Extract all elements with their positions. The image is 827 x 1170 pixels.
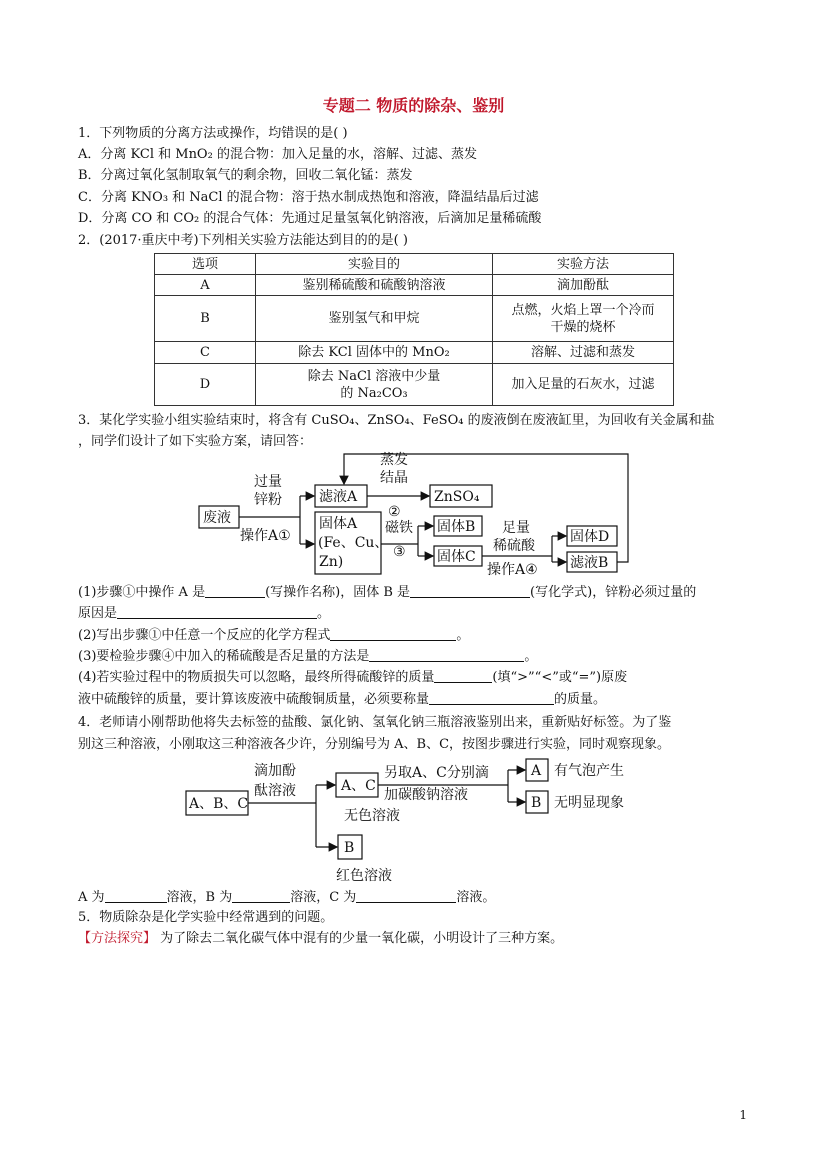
svg-text:ZnSO₄: ZnSO₄ (434, 489, 480, 505)
svg-text:(Fe、Cu、: (Fe、Cu、 (318, 535, 389, 551)
svg-text:磁铁: 磁铁 (385, 520, 413, 536)
svg-text:固体D: 固体D (570, 529, 610, 545)
svg-text:过量: 过量 (254, 474, 282, 490)
svg-text:A: A (531, 763, 542, 779)
table-cell: 鉴别稀硫酸和硫酸钠溶液 (256, 275, 493, 296)
table-cell: 除去 NaCl 溶液中少量 的 Na₂CO₃ (256, 364, 493, 406)
table-cell: 滴加酚酞 (493, 275, 674, 296)
svg-text:红色溶液: 红色溶液 (336, 868, 392, 884)
q3-sub4-line1: (4)若实验过程中的物质损失可以忽略，最终所得硫酸锌的质量 (填“>”“<”或“=”)原废 (78, 670, 628, 685)
table-row (155, 364, 674, 406)
svg-text:②: ② (388, 504, 401, 520)
q3-stem-1: 3．某化学实验小组实验结束时，将含有 CuSO₄、ZnSO₄、FeSO₄ 的废液倒在废液缸里，为回收有关金属和盐 (78, 413, 715, 428)
table-header: 实验目的 (256, 254, 493, 275)
page-number: 1 (739, 1108, 747, 1122)
method-tag: 【方法探究】 (78, 931, 157, 946)
q4-stem-2: 别这三种溶液，小刚取这三种溶液各少许，分别编号为 A、B、C，按图步骤进行实验，同时观察现象。 (78, 737, 671, 752)
svg-text:A、B、C: A、B、C (189, 796, 249, 812)
table-cell: A (155, 275, 256, 296)
q3-sub2: (2)写出步骤①中任意一个反应的化学方程式 。 (78, 628, 470, 643)
svg-text:操作A④: 操作A④ (487, 562, 538, 578)
q5-stem: 5．物质除杂是化学实验中经常遇到的问题。 (78, 910, 334, 925)
svg-text:蒸发: 蒸发 (380, 452, 408, 468)
table-cell: D (155, 364, 256, 406)
table-cell: B (155, 296, 256, 342)
answer-blank[interactable] (434, 668, 492, 683)
q4-flow-diagram (180, 755, 660, 885)
svg-text:无色溶液: 无色溶液 (344, 808, 400, 824)
q2-table (154, 253, 674, 406)
svg-text:滤液A: 滤液A (319, 489, 358, 505)
q1-stem: 1．下列物质的分离方法或操作，均错误的是( ) (78, 126, 348, 141)
svg-text:另取A、C分别滴: 另取A、C分别滴 (384, 765, 489, 781)
svg-text:稀硫酸: 稀硫酸 (493, 538, 535, 554)
answer-blank[interactable] (105, 888, 167, 903)
table-cell: 除去 KCl 固体中的 MnO₂ (256, 342, 493, 364)
table-cell: 鉴别氢气和甲烷 (256, 296, 493, 342)
q3-flow-diagram (190, 450, 640, 580)
svg-text:锌粉: 锌粉 (254, 492, 282, 508)
q3-stem-2: ，同学们设计了如下实验方案，请回答： (78, 434, 313, 449)
svg-text:滤液B: 滤液B (570, 555, 609, 571)
table-header: 实验方法 (493, 254, 674, 275)
q3-sub1-line2: 原因是 。 (78, 606, 331, 621)
q5-method: 【方法探究】 为了除去二氧化碳气体中混有的少量一氧化碳，小明设计了三种方案。 (78, 931, 564, 946)
q2-stem: 2．(2017·重庆中考)下列相关实验方法能达到目的的是( ) (78, 233, 408, 248)
answer-blank[interactable] (369, 647, 524, 662)
table-row (155, 342, 674, 364)
q3-sub3: (3)要检验步骤④中加入的稀硫酸是否足量的方法是 。 (78, 649, 538, 664)
answer-blank[interactable] (205, 583, 265, 598)
q3-sub1-line1: (1)步骤①中操作 A 是 (写操作名称)，固体 B 是 (写化学式)，锌粉必须过量的 (78, 585, 697, 600)
answer-blank[interactable] (117, 604, 317, 619)
table-cell: 溶解、过滤和蒸发 (493, 342, 674, 364)
answer-blank[interactable] (356, 888, 456, 903)
waste-label: 废液 (203, 510, 231, 526)
svg-text:足量: 足量 (502, 520, 530, 536)
svg-text:A、C: A、C (341, 778, 376, 794)
table-cell: 点燃，火焰上罩一个冷而 干燥的烧杯 (493, 296, 674, 342)
svg-text:滴加酚: 滴加酚 (254, 763, 296, 779)
svg-text:B: B (344, 840, 355, 856)
table-row (155, 296, 674, 342)
svg-text:有气泡产生: 有气泡产生 (554, 763, 624, 779)
svg-text:酞溶液: 酞溶液 (254, 783, 296, 799)
q4-answers: A 为 溶液，B 为 溶液，C 为 溶液。 (78, 890, 496, 905)
q3-sub4-line2: 液中硫酸锌的质量，要计算该废液中硫酸铜质量，必须要称量 的质量。 (78, 692, 607, 707)
answer-blank[interactable] (330, 626, 456, 641)
table-cell: C (155, 342, 256, 364)
answer-blank[interactable] (410, 583, 530, 598)
q1-option-a: A．分离 KCl 和 MnO₂ 的混合物：加入足量的水，溶解、过滤、蒸发 (78, 147, 477, 162)
svg-text:B: B (531, 795, 542, 811)
svg-text:结晶: 结晶 (380, 470, 408, 486)
table-row (155, 275, 674, 296)
svg-text:固体A: 固体A (319, 516, 358, 532)
answer-blank[interactable] (232, 888, 290, 903)
table-header: 选项 (155, 254, 256, 275)
svg-text:③: ③ (393, 544, 406, 560)
svg-text:操作A①: 操作A① (240, 528, 291, 544)
answer-blank[interactable] (429, 690, 554, 705)
page-title: 专题二 物质的除杂、鉴别 (322, 96, 505, 115)
q1-option-c: C．分离 KNO₃ 和 NaCl 的混合物：溶于热水制成热饱和溶液，降温结晶后过滤 (78, 190, 539, 205)
svg-text:Zn): Zn) (319, 554, 344, 570)
q1-option-d: D．分离 CO 和 CO₂ 的混合气体：先通过足量氢氧化钠溶液，后滴加足量稀硫酸 (78, 211, 542, 226)
svg-text:加碳酸钠溶液: 加碳酸钠溶液 (384, 787, 468, 803)
svg-text:固体C: 固体C (437, 549, 476, 565)
q1-option-b: B．分离过氧化氢制取氧气的剩余物，回收二氧化锰：蒸发 (78, 168, 413, 183)
svg-text:无明显现象: 无明显现象 (554, 795, 624, 811)
svg-text:固体B: 固体B (437, 519, 476, 535)
q4-stem-1: 4．老师请小刚帮助他将失去标签的盐酸、氯化钠、氢氧化钠三瓶溶液鉴别出来，重新贴好标签。为了鉴 (78, 715, 672, 730)
table-cell: 加入足量的石灰水，过滤 (493, 364, 674, 406)
